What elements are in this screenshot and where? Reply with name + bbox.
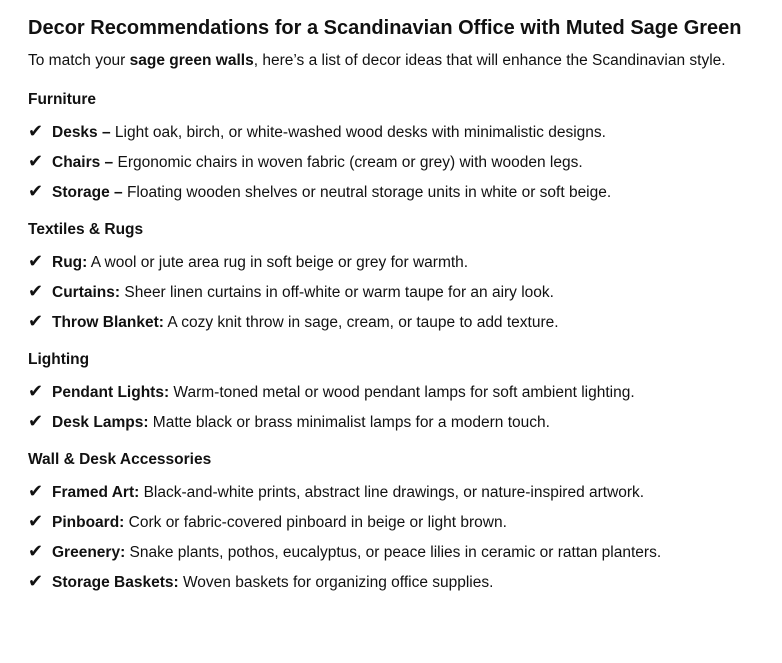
list-item-label: Framed Art: — [52, 484, 140, 501]
page-title: Decor Recommendations for a Scandinavian Office with Muted Sage Green — [28, 17, 742, 39]
list-item-label: Throw Blanket: — [52, 314, 164, 331]
section — [28, 449, 754, 597]
checkmark-icon: ✔ — [28, 281, 44, 301]
list-item-description: A wool or jute area rug in soft beige or grey for warmth. — [90, 254, 469, 271]
checkmark-icon: ✔ — [28, 541, 44, 561]
checkmark-icon: ✔ — [28, 181, 44, 201]
list-item — [28, 277, 754, 307]
list-item-body — [52, 539, 661, 567]
list-item-separator: – — [97, 124, 115, 141]
checkmark-icon: ✔ — [28, 411, 44, 431]
list-item — [28, 117, 754, 147]
list-item-body — [52, 249, 468, 277]
list-item-description: Sheer linen curtains in off-white or warm taupe for an airy look. — [124, 284, 554, 301]
list-item-separator: – — [100, 154, 118, 171]
list-item-body — [52, 309, 559, 337]
list-item — [28, 147, 754, 177]
list-item-body — [52, 479, 644, 507]
list-item-description: Cork or fabric-covered pinboard in beige or light brown. — [128, 514, 507, 531]
list-item-description: A cozy knit throw in sage, cream, or taupe to add texture. — [167, 314, 559, 331]
list-item-description: Snake plants, pothos, eucalyptus, or peace lilies in ceramic or rattan planters. — [129, 544, 662, 561]
list-item-label: Desks — [52, 124, 98, 141]
checkmark-icon: ✔ — [28, 511, 44, 531]
checkmark-icon: ✔ — [28, 121, 44, 141]
list-item-description: Woven baskets for organizing office supplies. — [182, 574, 494, 591]
list-item-label: Desk Lamps: — [52, 414, 149, 431]
list-item — [28, 567, 754, 597]
list-item-label: Greenery: — [52, 544, 126, 561]
checkmark-icon: ✔ — [28, 571, 44, 591]
list-item-label: Pinboard: — [52, 514, 125, 531]
sections-container — [28, 89, 754, 597]
section — [28, 89, 754, 207]
list-item — [28, 247, 754, 277]
intro-text-before: To match your — [28, 52, 130, 69]
list-item-body — [52, 509, 507, 537]
intro-paragraph — [28, 50, 754, 72]
section-title: Wall & Desk Accessories — [28, 451, 212, 468]
list-item-label: Storage — [52, 184, 110, 201]
intro-text-after: , here’s a list of decor ideas that will enhance the Scandinavian style. — [253, 52, 726, 69]
list-item-description: Matte black or brass minimalist lamps for a modern touch. — [152, 414, 550, 431]
list-item-body — [52, 119, 606, 147]
list-item-label: Rug: — [52, 254, 88, 271]
list-item-body — [52, 149, 583, 177]
list-item-description: Light oak, birch, or white-washed wood desks with minimalistic designs. — [114, 124, 606, 141]
section — [28, 349, 754, 437]
list-item — [28, 407, 754, 437]
list-item-body — [52, 279, 554, 307]
list-item — [28, 177, 754, 207]
list-item-description: Floating wooden shelves or neutral storage units in white or soft beige. — [126, 184, 612, 201]
list-item — [28, 377, 754, 407]
list-item-separator: – — [109, 184, 127, 201]
checkmark-icon: ✔ — [28, 481, 44, 501]
list-item-body — [52, 179, 611, 207]
list-item — [28, 507, 754, 537]
intro-text-bold: sage green walls — [129, 52, 254, 69]
list-item-label: Curtains: — [52, 284, 121, 301]
checkmark-icon: ✔ — [28, 311, 44, 331]
list-item-description: Black-and-white prints, abstract line drawings, or nature-inspired artwork. — [143, 484, 645, 501]
list-item-description: Ergonomic chairs in woven fabric (cream or grey) with wooden legs. — [117, 154, 583, 171]
list-item-label: Chairs — [52, 154, 101, 171]
section-title: Furniture — [28, 91, 97, 108]
section — [28, 219, 754, 337]
list-item — [28, 537, 754, 567]
list-item — [28, 307, 754, 337]
section-title: Lighting — [28, 351, 90, 368]
list-item-label: Pendant Lights: — [52, 384, 170, 401]
list-item-body — [52, 409, 550, 437]
list-item-label: Storage Baskets: — [52, 574, 179, 591]
checkmark-icon: ✔ — [28, 251, 44, 271]
list-item-description: Warm-toned metal or wood pendant lamps for soft ambient lighting. — [173, 384, 635, 401]
list-item — [28, 477, 754, 507]
list-item-body — [52, 379, 635, 407]
checkmark-icon: ✔ — [28, 381, 44, 401]
list-item-body — [52, 569, 493, 597]
section-title: Textiles & Rugs — [28, 221, 144, 238]
checkmark-icon: ✔ — [28, 151, 44, 171]
